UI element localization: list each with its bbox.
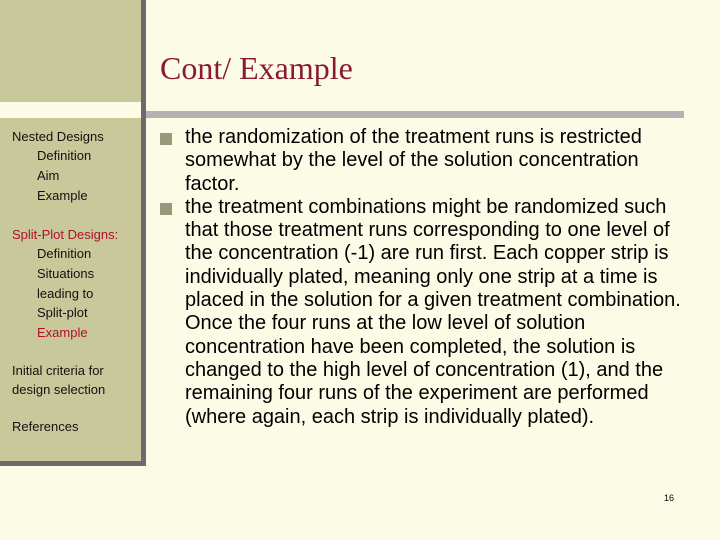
nav-nested-example[interactable]: Example [37,188,88,203]
nav-split-leading-to[interactable]: leading to [37,286,94,301]
square-bullet-icon [160,133,172,145]
nav-nested-aim[interactable]: Aim [37,168,60,183]
nav-references[interactable]: References [12,419,79,434]
bullet-item [160,196,690,429]
vertical-rule [141,0,146,118]
title-underline [146,111,684,118]
bullet-text: the treatment combinations might be randomized such that those treatment runs corresponding to one level of the concentration (-1) are run first. Each copper strip is individually plated, meaning only one strip at a time is placed in the solution for a given treatment combination. Once the four runs at the low level of solution concentration have been completed, the solution is changed to the high level of concentration (1), and the remaining four runs of the experiment are performed (where again, each strip is individually plated). [185,195,681,428]
slide-title: Cont/ Example [160,50,353,86]
bullet-list [160,126,690,429]
bullet-text: the randomization of the treatment runs is restricted somewhat by the level of the solution concentration factor. [185,126,642,195]
bullet-item [160,126,690,196]
nav-split-example[interactable]: Example [37,325,88,340]
header-block [0,0,141,102]
nav-nested-designs[interactable]: Nested Designs [12,129,104,144]
square-bullet-icon [160,203,172,215]
slide-number: 16 [664,493,675,503]
nav-split-situations[interactable]: Situations [37,266,95,281]
nav-initial-criteria-line1[interactable]: Initial criteria for [12,363,104,378]
nav-split-definition[interactable]: Definition [37,246,92,261]
nav-nested-definition[interactable]: Definition [37,148,92,163]
nav-split-plot-designs[interactable]: Split-Plot Designs: [12,227,119,242]
nav-initial-criteria-line2[interactable]: design selection [12,382,106,397]
nav-split-split-plot[interactable]: Split-plot [37,305,88,320]
